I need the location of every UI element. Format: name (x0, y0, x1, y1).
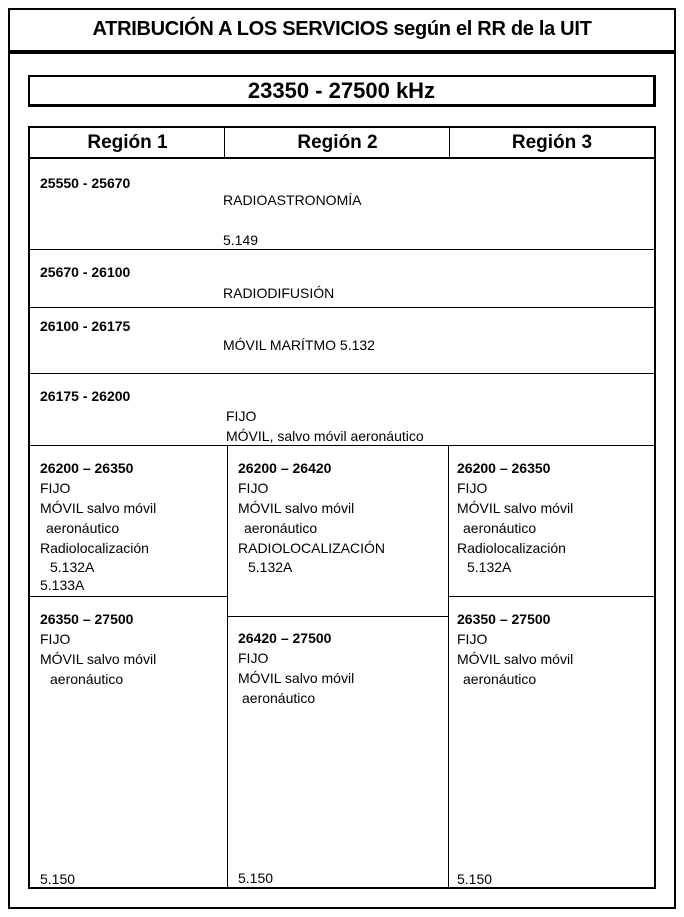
cell-line: MÓVIL salvo móvil (40, 500, 157, 516)
cell-range: 26200 – 26350 (457, 460, 551, 476)
cell-line: aeronáutico (46, 520, 120, 536)
row-service: MÓVIL, salvo móvil aeronáutico (226, 428, 424, 444)
row-service: MÓVIL MARÍTMO 5.132 (223, 337, 375, 353)
row-range: 26175 - 26200 (40, 388, 131, 404)
cell-line: aeronáutico (244, 520, 318, 536)
cell-line: FIJO (457, 631, 488, 647)
cell-range: 26420 – 27500 (238, 630, 332, 646)
cell-line: aeronáutico (463, 520, 537, 536)
cell-line: MÓVIL salvo móvil (40, 651, 157, 667)
cell-footnote: 5.150 (238, 870, 274, 886)
cell-line: aeronáutico (463, 671, 537, 687)
column-divider (227, 446, 228, 889)
cell-line: 5.132A (467, 559, 512, 575)
cell-line: MÓVIL salvo móvil (238, 670, 355, 686)
row-service: FIJO (226, 408, 257, 424)
cell-line: aeronáutico (242, 690, 316, 706)
row-service: RADIODIFUSIÓN (223, 285, 335, 301)
cell-line: MÓVIL salvo móvil (457, 651, 574, 667)
row-range: 25670 - 26100 (40, 264, 131, 280)
cell-range: 26350 – 27500 (40, 611, 134, 627)
region-2-lower-cell (238, 628, 354, 708)
header-divider (449, 128, 450, 158)
region-3-lower-cell (457, 609, 573, 689)
cell-line: Radiolocalización (457, 540, 566, 556)
cell-line: FIJO (40, 631, 71, 647)
region-1-lower-cell (40, 609, 156, 689)
frequency-band-title: 23350 - 27500 kHz (28, 75, 656, 107)
cell-divider (227, 616, 448, 617)
cell-divider (30, 596, 227, 597)
row-divider (30, 307, 654, 308)
cell-line: aeronáutico (50, 671, 124, 687)
cell-divider (448, 596, 654, 597)
header-divider (224, 128, 225, 158)
cell-footnote: 5.150 (40, 871, 76, 887)
cell-line: FIJO (40, 480, 71, 496)
cell-line: RADIOLOCALIZACIÓN (238, 540, 386, 556)
row-range: 26100 - 26175 (40, 318, 131, 334)
region-3-upper-cell (457, 458, 573, 576)
header-rule (30, 157, 654, 159)
cell-line: FIJO (457, 480, 488, 496)
cell-line: FIJO (238, 650, 269, 666)
header-region-1: Región 1 (87, 132, 168, 153)
cell-line: 5.132A (50, 559, 95, 575)
cell-line: 5.133A (40, 577, 85, 593)
allocation-table (28, 126, 656, 889)
header-region-3: Región 3 (511, 132, 593, 153)
cell-footnote: 5.150 (457, 871, 493, 887)
cell-range: 26200 – 26420 (238, 460, 332, 476)
column-divider (448, 446, 449, 889)
row-footnote: 5.149 (223, 232, 259, 248)
region-2-upper-cell (238, 458, 385, 576)
cell-line: Radiolocalización (40, 540, 149, 556)
region-1-upper-cell (40, 458, 156, 594)
cell-range: 26200 – 26350 (40, 460, 134, 476)
row-range: 25550 - 25670 (40, 175, 131, 191)
row-divider (30, 373, 654, 374)
header-region-2: Región 2 (297, 132, 378, 153)
row-service: RADIOASTRONOMÍA (223, 192, 362, 208)
row-divider (30, 249, 654, 250)
cell-line: MÓVIL salvo móvil (238, 500, 355, 516)
document-title: ATRIBUCIÓN A LOS SERVICIOS según el RR de la UIT (8, 8, 676, 54)
row-divider (30, 445, 654, 446)
cell-range: 26350 – 27500 (457, 611, 551, 627)
cell-line: 5.132A (248, 559, 293, 575)
cell-line: MÓVIL salvo móvil (457, 500, 574, 516)
cell-line: FIJO (238, 480, 269, 496)
